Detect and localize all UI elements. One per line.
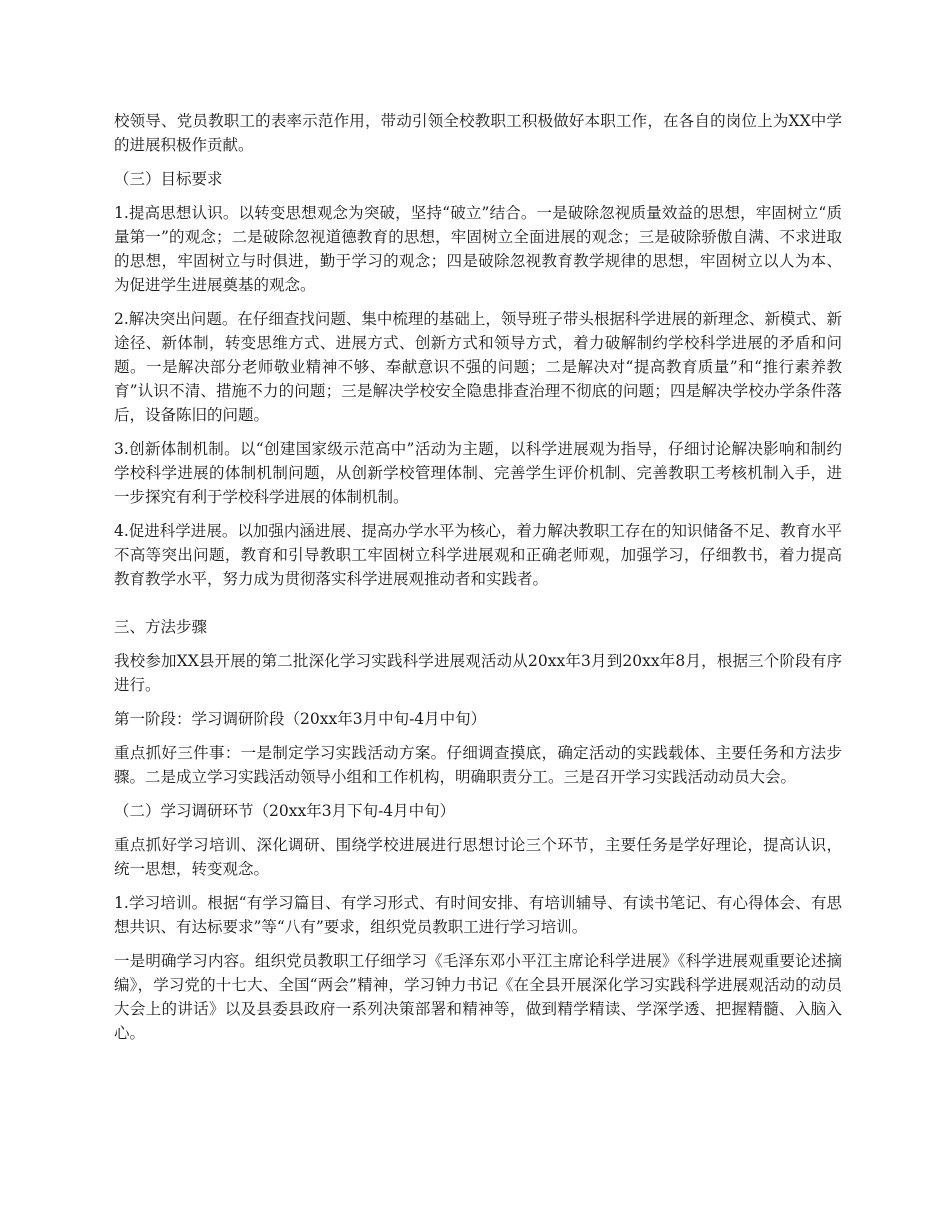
heading-methods: 三、方法步骤 [114,618,208,636]
heading-stage-1: 第一阶段：学习调研阶段（20xx年3月中旬-4月中旬） [114,710,487,728]
heading-study-research: （二）学习调研环节（20xx年3月下旬-4月中旬） [114,802,456,820]
paragraph-stage-1-tasks: 重点抓好三件事：一是制定学习实践活动方案。仔细调查摸底，确定活动的实践载体、主要任务和方法步骤。二是成立学习实践活动领导小组和工作机构，明确职责分工。三是召开学习实践活动动员大会。 [114,744,842,786]
paragraph-training: 1.学习培训。根据“有学习篇目、有学习形式、有时间安排、有培训辅导、有读书笔记、有心得体会、有思想共识、有达标要求”等“八有”要求，组织党员教职工进行学习培训。 [114,894,842,936]
paragraph-study-research: 重点抓好学习培训、深化调研、围绕学校进展进行思想讨论三个环节，主要任务是学好理论，提高认识，统一思想，转变观念。 [114,836,842,878]
paragraph-goal-1: 1.提高思想认识。以转变思想观念为突破，坚持“破立”结合。一是破除忽视质量效益的思想，牢固树立“质量第一”的观念；二是破除忽视道德教育的思想，牢固树立全面进展的观念；三是破除骄傲自满、不求进取的思想，牢固树立与时俱进，勤于学习的观念；四是破除忽视教育教学规律的思想，牢固树立以人为本、为促进学生进展奠基的观念。 [114,204,842,294]
paragraph-goal-2: 2.解决突出问题。在仔细查找问题、集中梳理的基础上，领导班子带头根据科学进展的新理念、新模式、新途径、新体制，转变思维方式、进展方式、创新方式和领导方式，着力破解制约学校科学进展的矛盾和问题。一是解决部分老师敬业精神不够、奉献意识不强的问题；二是解决对“提高教育质量”和“推行素养教育”认识不清、措施不力的问题；三是解决学校安全隐患排查治理不彻底的问题；四是解决学校办学条件落后，设备陈旧的问题。 [114,310,842,424]
paragraph-goal-4: 4.促进科学进展。以加强内涵进展、提高办学水平为核心，着力解决教职工存在的知识储备不足、教育水平不高等突出问题，教育和引导教职工牢固树立科学进展观和正确老师观，加强学习，仔细教书，着力提高教育教学水平，努力成为贯彻落实科学进展观推动者和实践者。 [114,522,842,588]
document-page [114,109,842,1055]
paragraph-continuation: 校领导、党员教职工的表率示范作用，带动引领全校教职工积极做好本职工作，在各自的岗位上为XX中学的进展积极作贡献。 [114,112,842,154]
paragraph-goal-3: 3.创新体制机制。以“创建国家级示范高中”活动为主题，以科学进展观为指导，仔细讨论解决影响和制约学校科学进展的体制机制问题，从创新学校管理体制、完善学生评价机制、完善教职工考核机制入手，进一步探究有利于学校科学进展的体制机制。 [114,440,842,506]
paragraph-study-content: 一是明确学习内容。组织党员教职工仔细学习《毛泽东邓小平江主席论科学进展》《科学进展观重要论述摘编》，学习党的十七大、全国“两会”精神，学习钟力书记《在全县开展深化学习实践科学进展观活动的动员大会上的讲话》以及县委县政府一系列决策部署和精神等，做到精学精读、学深学透、把握精髓、入脑入心。 [114,952,842,1042]
heading-goals: （三）目标要求 [114,170,223,188]
paragraph-methods-intro: 我校参加XX县开展的第二批深化学习实践科学进展观活动从20xx年3月到20xx年8月，根据三个阶段有序进行。 [114,652,842,694]
